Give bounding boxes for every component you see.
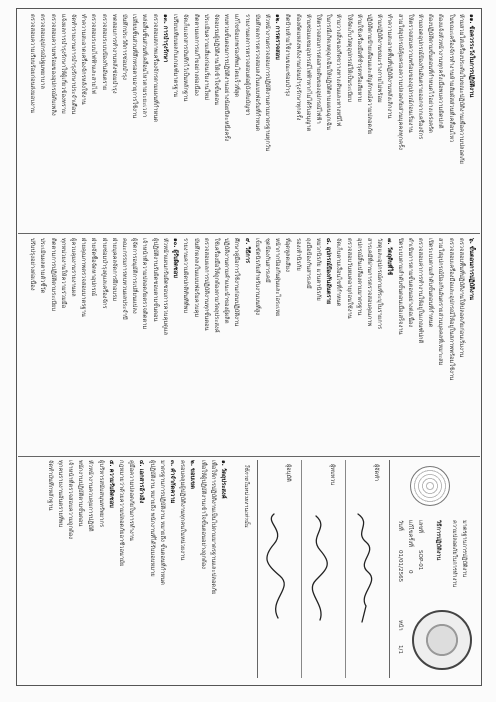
text-line: ห้ามซ่อมแซมอุปกรณ์ไฟฟ้าหากไม่ได้รับอนุญาต: [304, 14, 311, 132]
text-line: ทบทวนขั้นตอนการปฏิบัติงานอย่างน้อยปีละหนึ่งครั้ง: [223, 14, 230, 142]
text-line: ประเมินความเสี่ยงก่อนเริ่มงานใหม่: [202, 14, 209, 101]
section-heading: ๖. ขั้นตอนการปฏิบัติงาน: [468, 238, 474, 300]
text-line: เปลี่ยนชิ้นส่วนที่สึกหรอตามอายุการใช้งาน: [131, 14, 138, 119]
text-line: เปิดระบบตามลำดับขั้นตอนที่กำหนด: [427, 238, 434, 328]
organization-seal: [412, 610, 472, 670]
header-bottom-divider: [257, 460, 258, 678]
section-heading: ๑๒. การตรวจสอบ: [274, 14, 281, 60]
text-line: ทำความสะอาดเครื่องจักรหลังใช้งาน: [80, 14, 87, 105]
signature-approver: [262, 510, 288, 630]
text-line: ศึกษาคู่มือการใช้งานก่อนปฏิบัติงาน: [233, 238, 240, 327]
text-line: ผู้จัดการอนุมัติการเปลี่ยนแปลง: [131, 238, 138, 314]
rev-value: 0: [407, 570, 413, 574]
section-heading: ๑๑. ข้อควรระวังในการปฏิบัติงาน: [468, 14, 474, 98]
doc-no-label: เลขที่: [417, 520, 423, 533]
date-label: วันที่: [397, 520, 403, 531]
text-line: ปรับปรุงอย่างต่อเนื่อง: [29, 238, 36, 291]
text-line: ปฏิบัติงานตามคำแนะนำของผู้ผลิต: [223, 238, 230, 324]
org-name-line2: ความปลอดภัยในการทำงาน: [451, 520, 457, 588]
text-line: ผู้บริหารสนับสนุนทรัพยากร: [97, 460, 104, 528]
section-heading: ๘. อุปกรณ์ป้องกันอันตราย: [325, 238, 332, 305]
text-line: ต้องปฏิบัติตามขั้นตอนที่กำหนดไว้อย่างเคร่งครัด: [427, 14, 434, 133]
text-line: จัดทำรายงานการบำรุงรักษาประจำเดือน: [70, 14, 77, 115]
text-line: เพื่อให้การปฏิบัติงานเป็นไปตามมาตรฐานและปลอดภัย: [209, 460, 216, 595]
text-line: ห้ามวางสิ่งของกีดขวางทางเดินและทางหนีไฟ: [335, 14, 342, 127]
text-line: เปรียบเทียบผลกับเกณฑ์มาตรฐาน: [172, 14, 179, 97]
text-line: ห้ามปฏิบัติงานขณะร่างกายไม่พร้อม: [376, 14, 383, 103]
text-line: ห้ามสวมใส่เครื่องประดับในขณะปฏิบัติงานเพื่อความปลอดภัย: [457, 14, 464, 165]
section-heading: ๗. วัตถุดิบที่ใช้: [386, 238, 393, 276]
text-line: ตรวจสอบผลการปฏิบัติงานทุกขั้นตอน: [202, 238, 209, 331]
text-line: คู่มือความปลอดภัยในการทำงาน: [128, 460, 135, 541]
text-line: ห้ามถอดอุปกรณ์ป้องกันอันตรายออกจากเครื่องจักร: [416, 14, 423, 140]
text-line: ให้จัดเก็บวัสดุอุปกรณ์ให้เป็นระเบียบ: [345, 14, 352, 102]
document-header: [231, 460, 476, 678]
text-line: จัดอบรมผู้ปฏิบัติงานให้เข้าใจขั้นตอน: [212, 14, 219, 105]
header-divider: [389, 460, 390, 678]
text-line: กฎหมายว่าด้วยความปลอดภัยอาชีวอนามัย: [117, 460, 124, 567]
section-heading: ๑. วัตถุประสงค์: [220, 460, 226, 499]
text-line: ให้ตรวจสอบความพร้อมของอุปกรณ์ก่อนเริ่มงาน: [406, 14, 413, 133]
section-heading: ๔. เอกสารอ้างอิง: [138, 460, 145, 504]
text-line: วัสดุและอุปกรณ์ตามที่ระบุในรายการ: [376, 238, 383, 330]
text-line: ตรวจสอบอุปกรณ์ปฐมพยาบาล: [39, 14, 46, 90]
text-line: ดำเนินการตามขั้นตอนอย่างต่อเนื่อง: [406, 238, 413, 328]
section-heading: ๓. คำจำกัดความ: [168, 460, 175, 504]
text-line: อุปกรณ์สิ้นเปลืองตามมาตรฐาน: [355, 238, 362, 316]
text-line: ผู้ควบคุมงานรายงานผล: [70, 238, 77, 297]
text-line: ติดตามผลการแก้ไขอย่างต่อเนื่อง: [192, 14, 199, 96]
text-line: ในกรณีเกิดเหตุฉุกเฉินให้ปฏิบัติตามแผนฉุกเฉิน: [325, 14, 332, 130]
text-line: ทดสอบการทำงานหลังซ่อมบำรุง: [110, 14, 117, 94]
text-line: มาตรฐานการปฏิบัติงาน หมายถึง ขั้นตอนที่กำหนด: [158, 460, 165, 585]
text-line: แก้ไขข้อบกพร่องที่พบโดยเร็วที่สุด: [233, 14, 240, 98]
text-line: ต้องแจ้งหัวหน้างานทุกครั้งเมื่อพบความผิดปกติ: [437, 14, 444, 129]
text-line: เพื่อให้ผู้ปฏิบัติงานเข้าใจขั้นตอนอย่างถูกต้อง: [199, 460, 206, 570]
text-line: สวมใส่อุปกรณ์ป้องกันอันตรายส่วนบุคคลที่เหมาะสม: [437, 238, 444, 366]
text-line: ประเมินผลตามตัวชี้วัด: [39, 238, 46, 294]
text-line: ถุงมือป้องกันสารเคมี: [304, 238, 311, 289]
text-line: จัดเก็บตามเงื่อนไขที่กำหนด: [335, 238, 342, 307]
doc-no: SOP-01: [417, 550, 423, 571]
section-heading: ๒. ขอบเขต: [189, 460, 196, 489]
text-line: ปฏิบัติตามป้ายเตือนและสัญลักษณ์ความปลอดภัย: [365, 14, 372, 135]
section-heading: ๑๐. ผู้รับผิดชอบ: [172, 238, 179, 278]
text-line: รายงานผลการตรวจสอบต่อผู้บังคับบัญชา: [243, 14, 250, 116]
text-line: เข็มขัดนิรภัยสำหรับงานบนที่สูง: [253, 238, 260, 316]
text-line: ตรวจสอบระบบป้องกันอันตราย: [100, 14, 107, 91]
text-line: บันทึกผลการตรวจสอบลงในแบบฟอร์มที่กำหนด: [253, 14, 260, 131]
text-line: หัวหน้าแผนกรับผิดชอบการควบคุมดูแล: [161, 238, 168, 336]
org-name-line1: มาตรฐานการปฏิบัติงาน: [461, 520, 467, 578]
column-a: [21, 14, 476, 229]
text-line: เจ้าหน้าที่ตรวจสอบความถูกต้อง: [66, 460, 73, 540]
text-line: ทุกหน่วยงานให้ความร่วมมือ: [59, 238, 66, 309]
column-c: [21, 460, 476, 678]
text-line: จัดทำบันทึกหลักฐาน: [46, 460, 53, 511]
prepared-by-label: ผู้จัดทำ: [373, 464, 379, 482]
text-line: ทุกคนรายงานอันตรายที่พบ: [56, 460, 63, 528]
text-line: ตรวจสอบความเรียบร้อยก่อนส่งมอบงาน: [29, 14, 36, 113]
text-line: จัดเก็บเอกสารบันทึกไว้เป็นหลักฐาน: [182, 14, 189, 102]
text-line: ตรวจสอบพื้นที่ปฏิบัติงานให้ปลอดภัยก่อนเริ่มงาน: [457, 238, 464, 358]
signature-reviewer: [306, 510, 332, 630]
text-line: รองเท้านิรภัย: [294, 238, 301, 271]
text-line: ตรวจสอบค่าการทำงานให้อยู่ในเกณฑ์ปกติ: [416, 238, 423, 344]
column-divider: [18, 233, 480, 234]
text-line: ทำความสะอาดพื้นที่ปฏิบัติงานหลังเลิกงาน: [386, 14, 393, 119]
doc-title: วิธีการปฏิบัติงาน: [435, 520, 441, 561]
page-value: 1/1: [397, 645, 403, 655]
text-line: ต้องตัดแหล่งพลังงานก่อนบำรุงรักษาทุกครั้ง: [294, 14, 301, 121]
text-line: สารเคมีที่ผ่านการตรวจสอบคุณภาพ: [365, 238, 372, 327]
text-line: บันทึกผลลงในแบบฟอร์มควบคุม: [192, 238, 199, 318]
text-line: ติดตามการปฏิบัติตามระเบียบ: [49, 238, 56, 312]
text-line: หน้ากากป้องกันฝุ่นและไอระเหย: [274, 238, 281, 317]
text-line: หัวหน้างานตรวจสอบการปฏิบัติงานตามมาตรฐานทุกวัน: [263, 14, 270, 152]
text-line: ตรวจสอบระบบไฟฟ้าและสายไฟ: [90, 14, 97, 94]
footer-note: ใช้ภายในหน่วยงานเท่านั้น: [243, 464, 249, 528]
text-line: แจ้งผลการบำรุงรักษาให้ผู้เกี่ยวข้องทราบ: [59, 14, 66, 114]
signature-row-divider: [301, 460, 302, 678]
text-line: ฝ่ายซ่อมบำรุงดูแลเครื่องจักร: [100, 238, 107, 309]
text-line: พนักงานปฏิบัติตามขั้นตอน: [77, 460, 84, 527]
text-line: ใช้เครื่องมือให้ถูกต้องตามวัตถุประสงค์: [212, 238, 219, 333]
column-b: [21, 238, 476, 452]
rev-label: แก้ไขครั้งที่: [407, 520, 413, 547]
section-heading: ๑๓. การบำรุงรักษา: [161, 14, 168, 63]
text-line: คณะกรรมการทบทวนผลประจำปี: [121, 238, 128, 320]
section-heading: ๕. ความรับผิดชอบ: [107, 460, 114, 508]
text-line: ฝ่ายบุคคลจัดการฝึกอบรม: [110, 238, 117, 302]
text-line: ฝ่ายจัดซื้อจัดหาอุปกรณ์: [90, 238, 97, 297]
date-value: 01/01/2565: [397, 550, 403, 583]
column-divider: [18, 456, 480, 457]
section-heading: ๙. วิธีการ: [243, 238, 250, 264]
page-label: หน้า: [397, 620, 403, 631]
signature-preparer: [350, 510, 376, 630]
text-line: ที่อุดหูลดเสียง: [284, 238, 291, 272]
text-line: ปิดระบบตามลำดับขั้นตอนเมื่อเสร็จงาน: [396, 238, 403, 335]
text-line: ตรวจสอบวันหมดอายุก่อนใช้งาน: [345, 238, 352, 319]
text-line: ผู้ปฏิบัติงาน หมายถึง พนักงานที่ได้รับมอบหมาย: [148, 460, 155, 577]
text-line: รายงานความผิดปกติทันทีที่พบ: [182, 238, 189, 314]
text-line: ฝ่ายคุณภาพตรวจสอบมาตรฐาน: [80, 238, 87, 317]
text-line: ชุดป้องกันสารเคมี: [263, 238, 270, 283]
approval-stamp: [410, 466, 450, 506]
text-line: ครอบคลุมผู้ปฏิบัติงานทุกคนในหน่วยงาน: [179, 460, 186, 561]
text-line: หัวหน้างานควบคุมการปฏิบัติ: [87, 460, 94, 532]
text-line: หมวกนิรภัย แว่นตานิรภัย: [314, 238, 321, 301]
text-line: สวมใส่อุปกรณ์คุ้มครองความปลอดภัยส่วนบุคคลทุกครั้ง: [396, 14, 403, 150]
text-line: หล่อลื่นชิ้นส่วนที่เคลื่อนไหวตามระยะเวลา: [141, 14, 148, 118]
text-line: ห้ามใช้เครื่องมือที่ชำรุดหรือเสียหาย: [355, 14, 362, 102]
text-line: ตรวจสอบสภาพเครื่องจักรตามแผนที่กำหนด: [151, 14, 158, 123]
approved-by-label: ผู้อนุมัติ: [285, 464, 291, 482]
text-line: บันทึกประวัติการซ่อมบำรุง: [121, 14, 128, 80]
text-line: ในขณะเครื่องจักรทำงานห้ามสัมผัสส่วนที่เคลื่อนไหว: [447, 14, 454, 143]
text-line: ติดป้ายห้ามใช้งานขณะซ่อมบำรุง: [284, 14, 291, 97]
column-c-body: [44, 460, 228, 678]
text-line: ตรวจสอบความพร้อมของอุปกรณ์ดับเพลิง: [49, 14, 56, 116]
text-line: ผู้ปฏิบัติงานรับผิดชอบตามขั้นตอน: [151, 238, 158, 322]
reviewed-by-label: ผู้ทบทวน: [329, 464, 335, 486]
text-line: ให้ตรวจสอบการต่อสายดินของอุปกรณ์ไฟฟ้า: [314, 14, 321, 124]
signature-row-divider: [345, 460, 346, 678]
text-line: เจ้าหน้าที่ความปลอดภัยตรวจติดตาม: [141, 238, 148, 330]
text-line: ตรวจสอบเครื่องมือและอุปกรณ์ให้อยู่ในสภาพพร้อมใช้งาน: [447, 238, 454, 381]
